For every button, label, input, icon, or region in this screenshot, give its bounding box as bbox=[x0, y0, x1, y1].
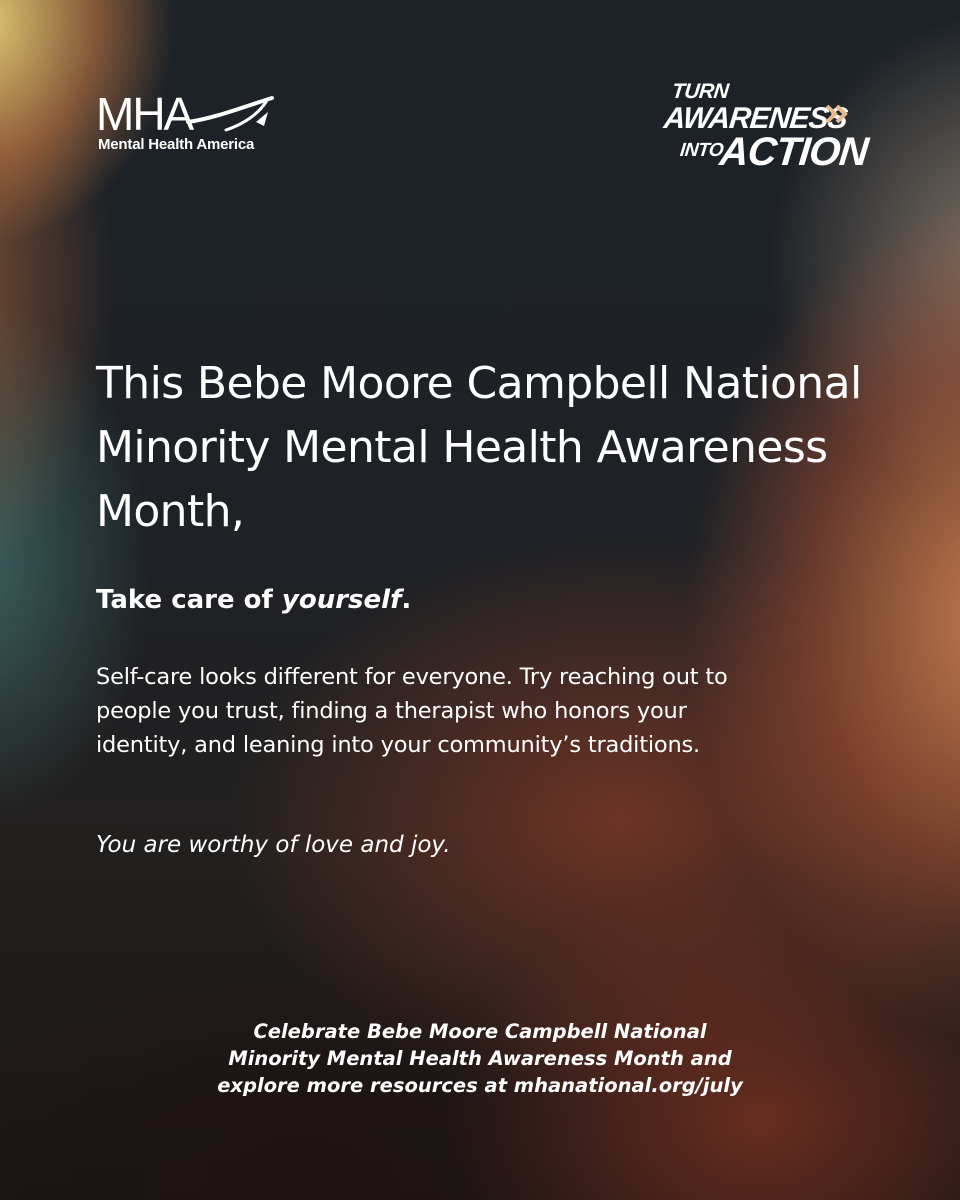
mha-swoosh-icon bbox=[96, 92, 274, 134]
subhead-emphasis: yourself bbox=[281, 585, 402, 615]
mha-org-name: Mental Health America bbox=[98, 136, 255, 153]
affirmation: You are worthy of love and joy. bbox=[96, 832, 451, 858]
double-chevron-right-icon bbox=[824, 102, 850, 126]
footer-cta bbox=[150, 1018, 810, 1099]
footer-cta-line: explore more resources at mhanational.org/july bbox=[217, 1074, 743, 1097]
body-text: Self-care looks different for everyone. Try reaching out to people you trust, finding a therapist who honors your identity, and leaning into your community’s traditions. bbox=[96, 664, 728, 758]
subhead-prefix: Take care of bbox=[96, 585, 282, 615]
subhead-suffix: . bbox=[401, 585, 412, 615]
campaign-line-into: INTO bbox=[678, 140, 725, 161]
campaign-line-awareness: AWARENESS bbox=[662, 102, 849, 135]
campaign-logo bbox=[662, 80, 870, 188]
mha-logo bbox=[96, 92, 286, 162]
headline: This Bebe Moore Campbell National Minority Mental Health Awareness Month, bbox=[96, 358, 862, 537]
mha-wordmark: MHA bbox=[96, 92, 193, 134]
campaign-line-turn: TURN bbox=[670, 80, 730, 103]
footer-cta-line: Minority Mental Health Awareness Month and bbox=[228, 1047, 732, 1070]
footer-cta-line: Celebrate Bebe Moore Campbell National bbox=[253, 1020, 707, 1043]
campaign-line-action: ACTION bbox=[717, 130, 870, 174]
subhead bbox=[96, 582, 411, 618]
